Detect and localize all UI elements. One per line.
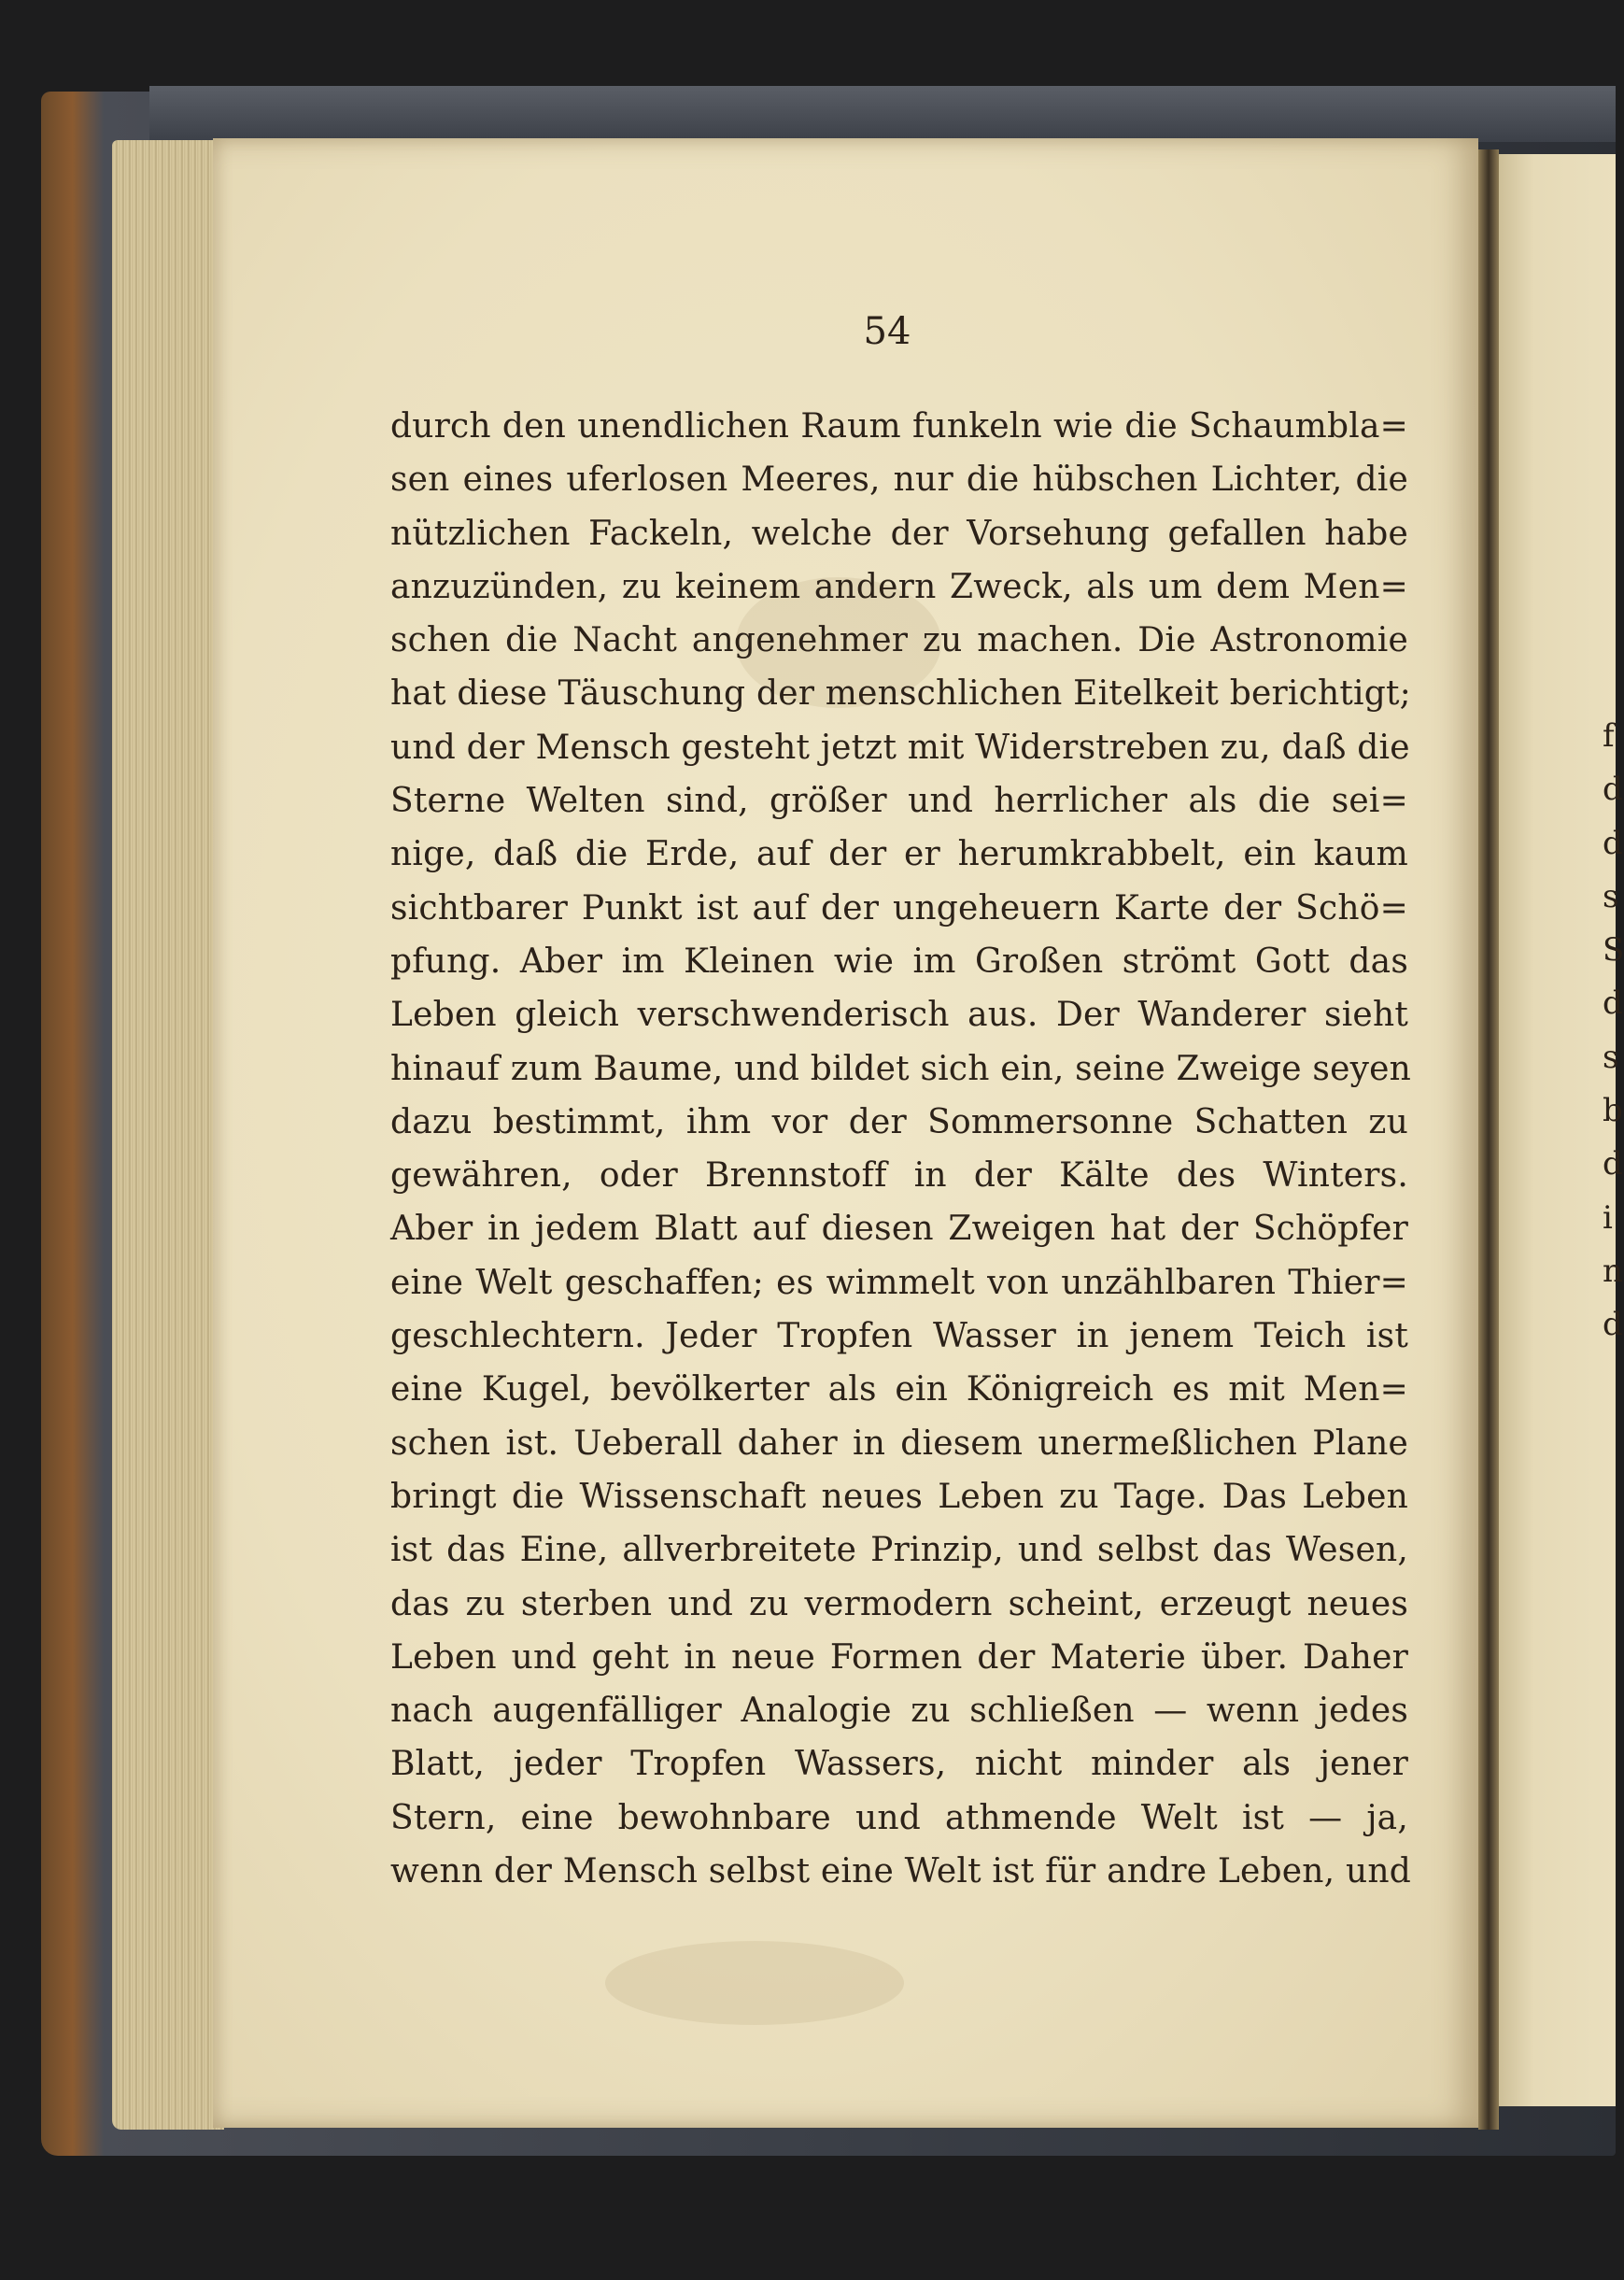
facing-page-fragment: d xyxy=(1603,824,1623,862)
text-line: schen die Nacht angenehmer zu machen. Die Astronomie xyxy=(390,621,1408,660)
text-line: nützlichen Fackeln, welche der Vorsehung gefallen habe xyxy=(390,514,1408,553)
facing-page-fragment: d xyxy=(1603,771,1623,809)
text-line: hat diese Täuschung der menschlichen Eitelkeit berichtigt; xyxy=(390,674,1411,714)
book-cover-top-edge xyxy=(149,86,1616,142)
text-line: nach augenfälliger Analogie zu schließen — wenn jedes xyxy=(390,1692,1408,1731)
text-line: bringt die Wissenschaft neues Leben zu Tage. Das Leben xyxy=(390,1477,1408,1516)
text-line: dazu bestimmt, ihm vor der Sommersonne Schatten zu xyxy=(390,1102,1408,1141)
text-line: das zu sterben und zu vermodern scheint, erzeugt neues xyxy=(390,1584,1408,1623)
text-line: nige, daß die Erde, auf der er herumkrabbelt, ein kaum xyxy=(390,835,1408,874)
text-line: Aber in jedem Blatt auf diesen Zweigen hat der Schöpfer xyxy=(390,1210,1408,1249)
page-number: 54 xyxy=(863,310,911,353)
text-line: gewähren, oder Brennstoff in der Kälte des Winters. xyxy=(390,1156,1408,1196)
facing-page-fragment: d xyxy=(1603,984,1623,1023)
facing-page-fragment: i xyxy=(1603,1198,1613,1237)
page-text xyxy=(390,400,1411,1898)
text-line: Sterne Welten sind, größer und herrlicher als die sei= xyxy=(390,782,1408,821)
facing-page-fragment: b xyxy=(1603,1092,1623,1130)
paper-stain xyxy=(605,1941,904,2025)
facing-page-fragment: s xyxy=(1603,877,1619,915)
text-line: Stern, eine bewohnbare und athmende Welt ist — ja, xyxy=(390,1798,1408,1837)
text-line: Leben gleich verschwenderisch aus. Der Wanderer sieht xyxy=(390,996,1408,1035)
text-line: wenn der Mensch selbst eine Welt ist für andre Leben, und xyxy=(390,1852,1411,1891)
facing-page-fragment: s xyxy=(1603,1038,1619,1076)
text-line: und der Mensch gesteht jetzt mit Widerstreben zu, daß die xyxy=(390,728,1410,767)
facing-page-text-fragments xyxy=(1603,710,1624,1868)
text-line: anzuzünden, zu keinem andern Zweck, als um dem Men= xyxy=(390,567,1408,606)
text-line: sen eines uferlosen Meeres, nur die hübschen Lichter, die xyxy=(390,460,1408,500)
text-line: Leben und geht in neue Formen der Materie über. Daher xyxy=(390,1637,1408,1677)
text-line: hinauf zum Baume, und bildet sich ein, seine Zweige seyen xyxy=(390,1049,1411,1088)
facing-page-fragment: n xyxy=(1603,1252,1623,1290)
text-line: geschlechtern. Jeder Tropfen Wasser in jenem Teich ist xyxy=(390,1317,1408,1356)
text-line: eine Welt geschaffen; es wimmelt von unzählbaren Thier= xyxy=(390,1263,1408,1302)
text-line: ist das Eine, allverbreitete Prinzip, und selbst das Wesen, xyxy=(390,1531,1408,1570)
facing-page xyxy=(1499,154,1624,2106)
facing-page-fragment: f xyxy=(1603,717,1615,755)
facing-page-fragment: d xyxy=(1603,1306,1623,1344)
facing-page-fragment: d xyxy=(1603,1145,1623,1183)
text-line: schen ist. Ueberall daher in diesem unermeßlichen Plane xyxy=(390,1423,1408,1463)
text-line: Blatt, jeder Tropfen Wassers, nicht minder als jener xyxy=(390,1745,1408,1784)
text-line: sichtbarer Punkt ist auf der ungeheuern Karte der Schö= xyxy=(390,888,1408,928)
text-line: eine Kugel, bevölkerter als ein Königreich es mit Men= xyxy=(390,1370,1408,1409)
page-stack-edges xyxy=(112,140,224,2130)
book-gutter xyxy=(1478,149,1499,2130)
text-line: durch den unendlichen Raum funkeln wie die Schaumbla= xyxy=(390,407,1408,446)
text-line: pfung. Aber im Kleinen wie im Großen strömt Gott das xyxy=(390,942,1408,981)
facing-page-fragment: S xyxy=(1603,931,1624,970)
